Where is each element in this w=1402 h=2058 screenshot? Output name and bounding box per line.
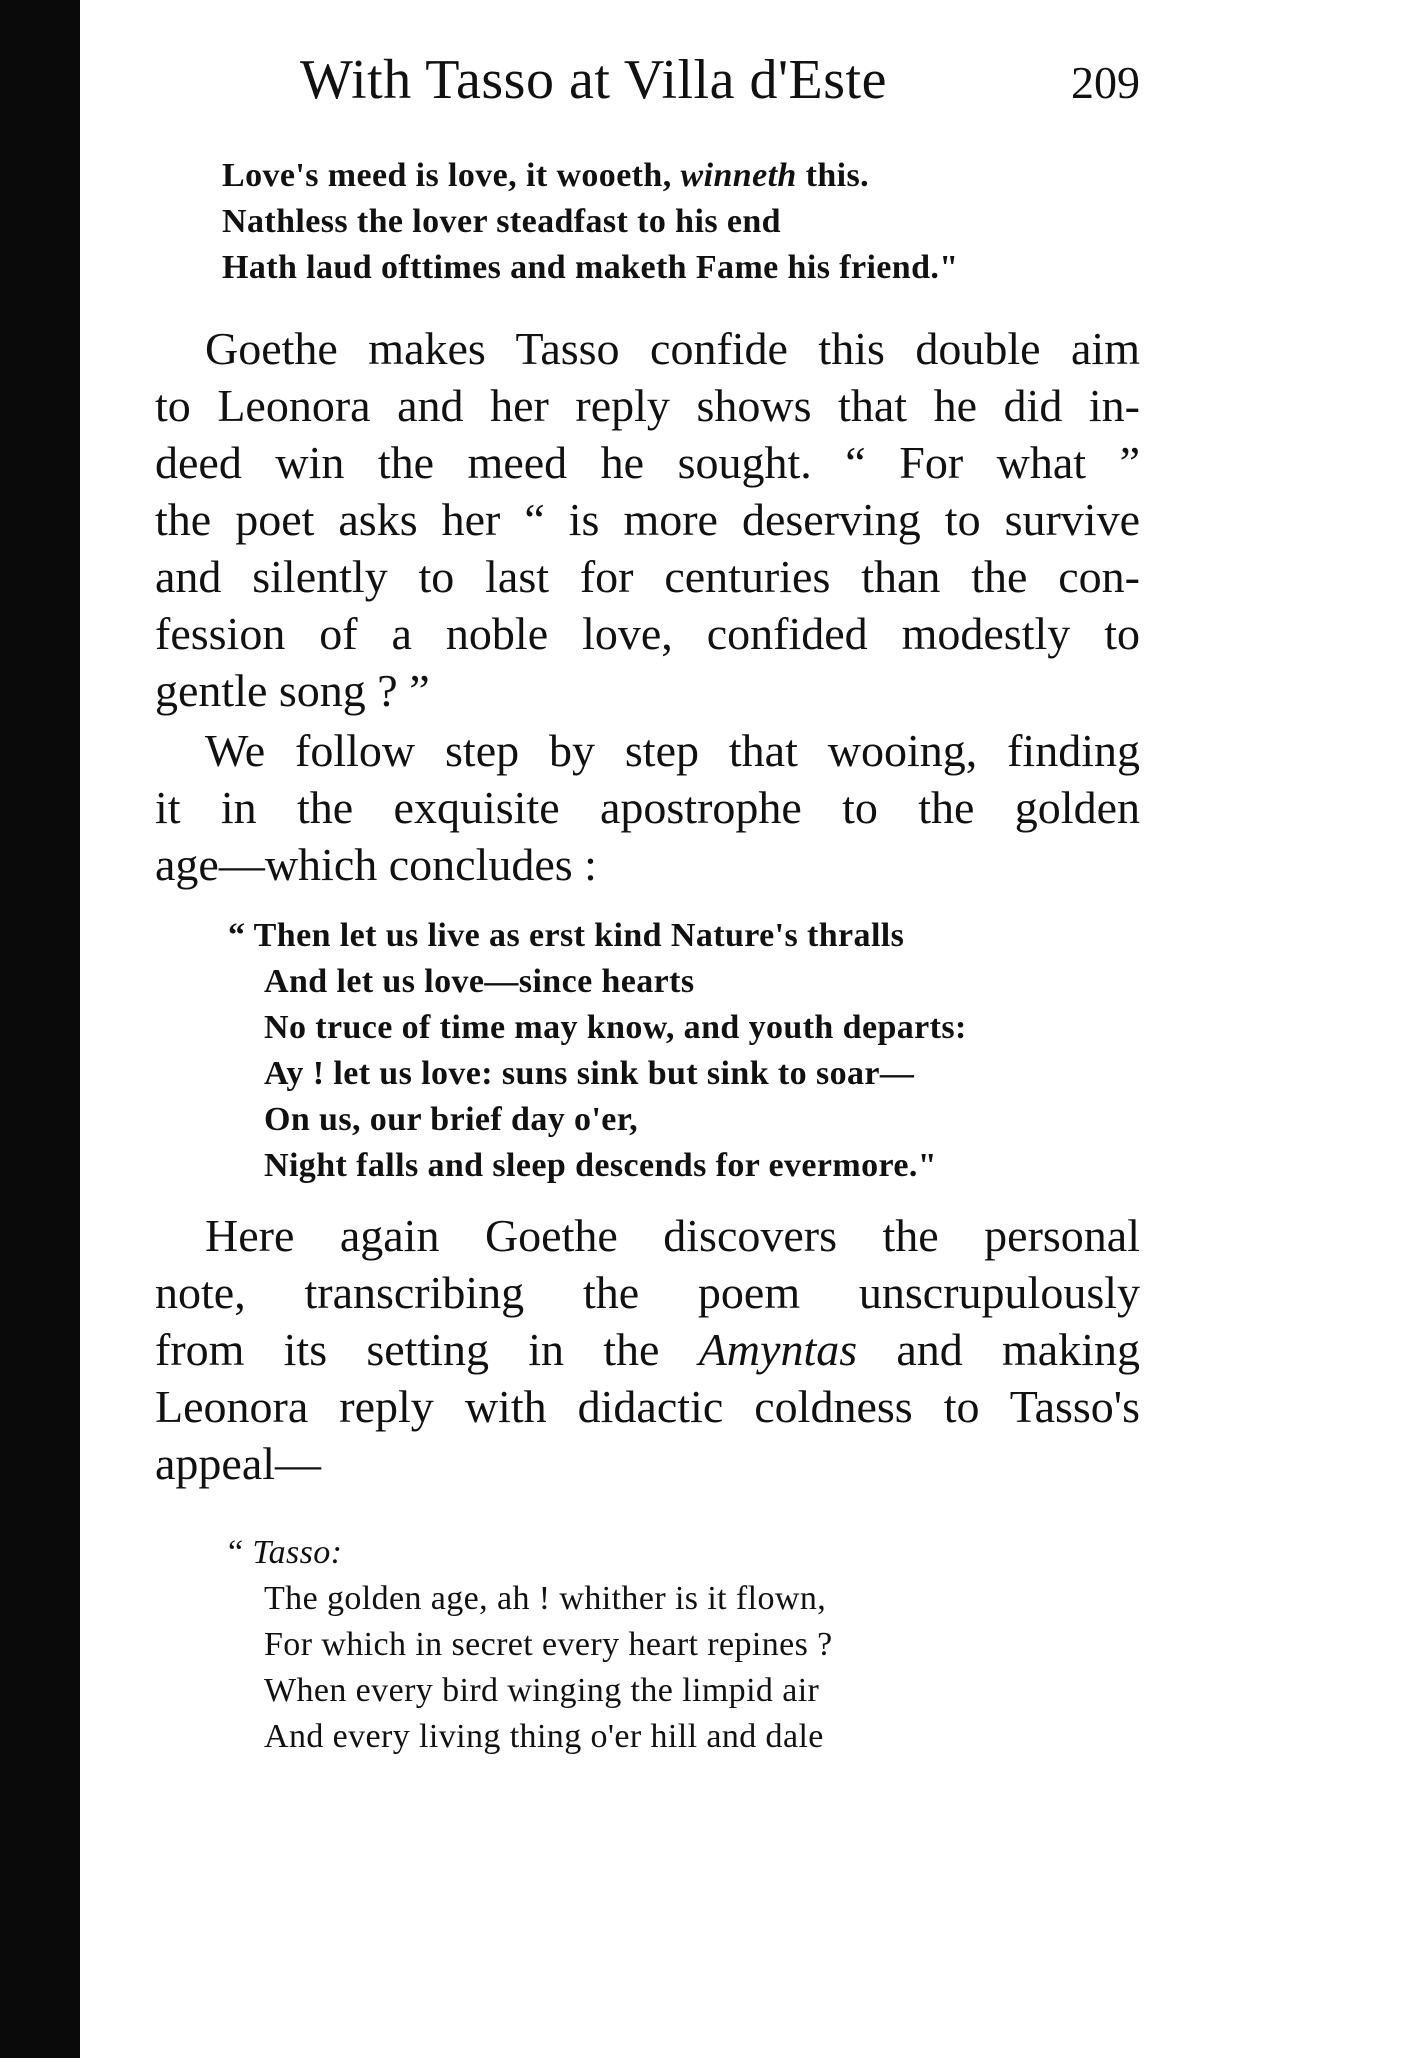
- paragraph-line: Here again Goethe discovers the personal: [205, 1210, 1140, 1261]
- paragraph-line: [155, 1321, 1140, 1378]
- paragraph-line: appeal—: [155, 1438, 322, 1489]
- paragraph-line: Goethe makes Tasso confide this double aim: [205, 323, 1140, 374]
- verse-line: Nathless the lover steadfast to his end: [222, 203, 781, 240]
- page-number: 209: [1071, 57, 1140, 108]
- verse-line: On us, our brief day o'er,: [264, 1101, 639, 1138]
- verse-line: [222, 153, 959, 199]
- verse-line: For which in secret every heart repines ?: [264, 1626, 833, 1663]
- verse-line: Ay ! let us love: suns sink but sink to soar—: [264, 1055, 915, 1092]
- paragraph-text: and making: [857, 1324, 1140, 1375]
- paragraph-line: deed win the meed he sought. “ For what ”: [155, 437, 1140, 488]
- verse-line: No truce of time may know, and youth departs:: [264, 1009, 967, 1046]
- work-title: Amyntas: [698, 1324, 858, 1375]
- verse-line: Hath laud ofttimes and maketh Fame his friend.": [222, 249, 959, 286]
- verse-line: And every living thing o'er hill and dale: [264, 1718, 824, 1755]
- paragraph-line: note, transcribing the poem unscrupulously: [155, 1267, 1140, 1318]
- paragraph-line: We follow step by step that wooing, finding: [205, 725, 1140, 776]
- verse-speaker-line: [228, 1530, 833, 1576]
- scan-edge-shadow: [0, 0, 80, 2058]
- paragraph-2: [155, 722, 1140, 893]
- verse-emphasis: winneth: [680, 157, 797, 194]
- paragraph-line: the poet asks her “ is more deserving to survive: [155, 494, 1140, 545]
- verse-speaker: Tasso:: [252, 1534, 343, 1571]
- paragraph-line: fession of a noble love, confided modestly to: [155, 608, 1140, 659]
- paragraph-line: age—which concludes :: [155, 839, 597, 890]
- running-title: With Tasso at Villa d'Este: [300, 49, 887, 111]
- open-quote: “: [228, 1534, 253, 1571]
- verse-quote-3: [228, 1530, 833, 1760]
- verse-quote-1: [222, 153, 959, 291]
- verse-line: The golden age, ah ! whither is it flown,: [264, 1580, 827, 1617]
- paragraph-line: it in the exquisite apostrophe to the golden: [155, 782, 1140, 833]
- page-header: [300, 45, 1140, 115]
- verse-line: Night falls and sleep descends for evermore.": [264, 1147, 938, 1184]
- verse-line: And let us love—since hearts: [264, 963, 695, 1000]
- verse-text: Love's meed is love, it wooeth,: [222, 157, 681, 194]
- verse-text: this.: [796, 157, 870, 194]
- paragraph-line: gentle song ? ”: [155, 665, 430, 716]
- verse-line: When every bird winging the limpid air: [264, 1672, 820, 1709]
- paragraph-line: Leonora reply with didactic coldness to Tasso's: [155, 1381, 1140, 1432]
- paragraph-3: [155, 1207, 1140, 1492]
- paragraph-line: and silently to last for centuries than the con-: [155, 551, 1140, 602]
- paragraph-text: from its setting in the: [155, 1324, 699, 1375]
- verse-line: “ Then let us live as erst kind Nature's thralls: [228, 917, 905, 954]
- paragraph-1: [155, 320, 1140, 719]
- verse-quote-2: [228, 913, 967, 1189]
- paragraph-line: to Leonora and her reply shows that he did in-: [155, 380, 1140, 431]
